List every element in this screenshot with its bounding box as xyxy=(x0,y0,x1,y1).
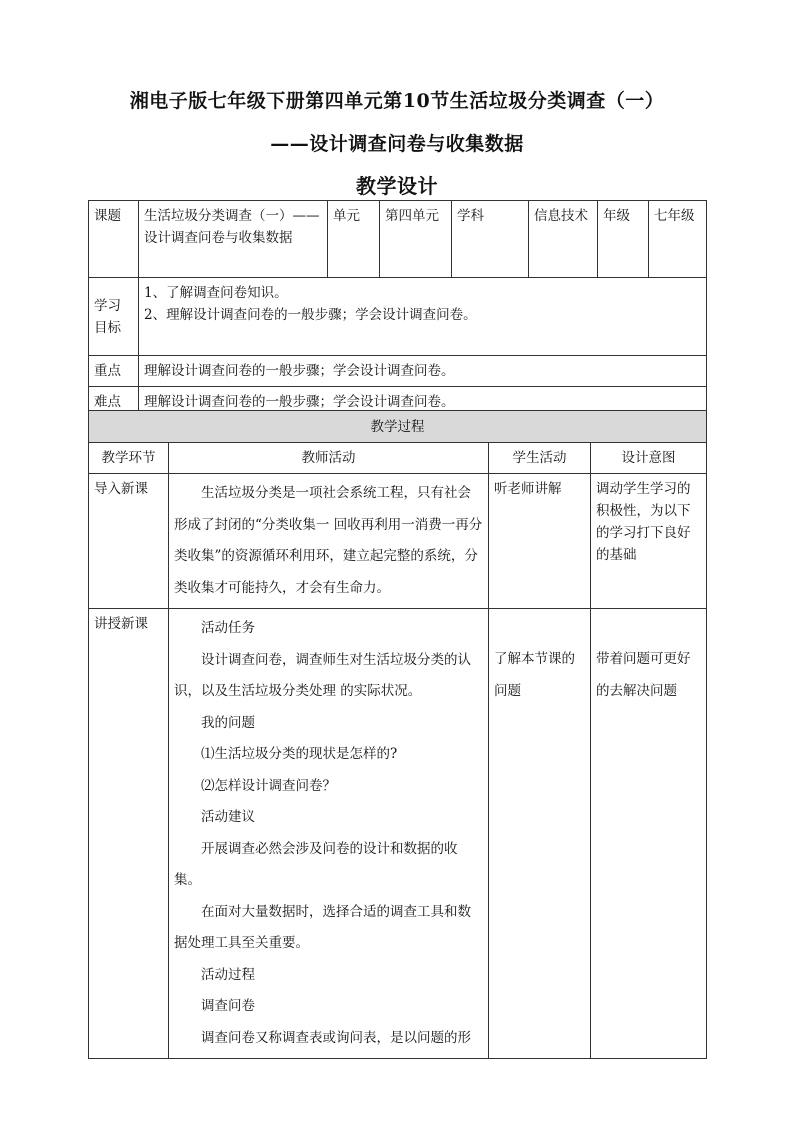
teacher-paragraph: 调查问卷又称调查表或询问表，是以问题的形 xyxy=(201,1029,471,1046)
teacher-paragraph: ⑵怎样设计调查问卷？ xyxy=(201,777,336,794)
course-value: 生活垃圾分类调查（一）——设计调查问卷与收集数据 xyxy=(139,201,328,278)
info-table xyxy=(88,200,707,418)
teacher-paragraph: 在面对大量数据时，选择合适的调查工具和数据处理工具至关重要。 xyxy=(174,903,471,951)
header-intent: 设计意图 xyxy=(591,443,707,474)
process-table xyxy=(88,410,707,1059)
student-cell: 听老师讲解 xyxy=(489,474,591,609)
subject-label: 学科 xyxy=(452,201,529,278)
teacher-cell xyxy=(169,474,489,609)
difficulty-value: 理解设计调查问卷的一般步骤；学会设计调查问卷。 xyxy=(139,387,707,418)
header-stage: 教学环节 xyxy=(89,443,169,474)
student-text: 了解本节课的问题 xyxy=(494,651,575,699)
intent-text: 带着问题可更好的去解决问题 xyxy=(596,651,691,699)
teacher-paragraph: 活动过程 xyxy=(201,966,255,983)
goal-item: 2、理解设计调查问卷的一般步骤；学会设计调查问卷。 xyxy=(144,307,477,323)
table-row xyxy=(89,474,707,609)
header-teacher: 教师活动 xyxy=(169,443,489,474)
teacher-cell xyxy=(169,609,489,1059)
teacher-paragraph: 我的问题 xyxy=(201,714,255,731)
process-section-row xyxy=(89,411,707,443)
goals-value xyxy=(139,278,707,356)
teacher-paragraph: 活动任务 xyxy=(201,620,255,636)
stage-cell: 讲授新课 xyxy=(89,609,169,1059)
goal-item: 1、了解调查问卷知识。 xyxy=(144,285,288,301)
key-value: 理解设计调查问卷的一般步骤；学会设计调查问卷。 xyxy=(139,356,707,387)
unit-label: 单元 xyxy=(328,201,380,278)
student-cell xyxy=(489,609,591,1059)
teacher-paragraph: 开展调查必然会涉及问卷的设计和数据的收集。 xyxy=(174,840,458,888)
document-heading: 教学设计 xyxy=(356,174,438,198)
teacher-paragraph: 调查问卷 xyxy=(201,998,255,1014)
info-row-course xyxy=(89,201,707,278)
teacher-paragraph: 活动建议 xyxy=(201,809,255,825)
document-subtitle: ——设计调查问卷与收集数据 xyxy=(270,133,524,155)
header-student: 学生活动 xyxy=(489,443,591,474)
info-row-goals xyxy=(89,278,707,356)
teacher-paragraph: ⑴生活垃圾分类的现状是怎样的? xyxy=(201,746,398,762)
difficulty-label: 难点 xyxy=(89,387,139,418)
grade-value: 七年级 xyxy=(649,201,707,278)
info-row-key xyxy=(89,356,707,387)
subject-value: 信息技术 xyxy=(529,201,598,278)
process-section-title: 教学过程 xyxy=(89,411,707,443)
intent-cell: 调动学生学习的积极性，为以下的学习打下良好的基础 xyxy=(591,474,707,609)
intent-cell xyxy=(591,609,707,1059)
teacher-paragraph: 生活垃圾分类是一项社会系统工程，只有社会形成了封闭的“分类收集一 回收再利用一消费一再分类收集”的资源循环利用环，建立起完整的系统，分类收集才可能持久，才会有生命力。 xyxy=(174,485,483,596)
goals-label: 学习目标 xyxy=(89,278,139,356)
document-title: 湘电子版七年级下册第四单元第10节生活垃圾分类调查（一） xyxy=(129,90,665,112)
table-row xyxy=(89,609,707,1059)
unit-value: 第四单元 xyxy=(380,201,452,278)
teacher-paragraph: 设计调查问卷，调查师生对生活垃圾分类的认识，以及生活垃圾分类处理 的实际状况。 xyxy=(174,651,471,699)
stage-cell: 导入新课 xyxy=(89,474,169,609)
key-label: 重点 xyxy=(89,356,139,387)
course-label: 课题 xyxy=(89,201,139,278)
process-header-row xyxy=(89,443,707,474)
grade-label: 年级 xyxy=(598,201,649,278)
